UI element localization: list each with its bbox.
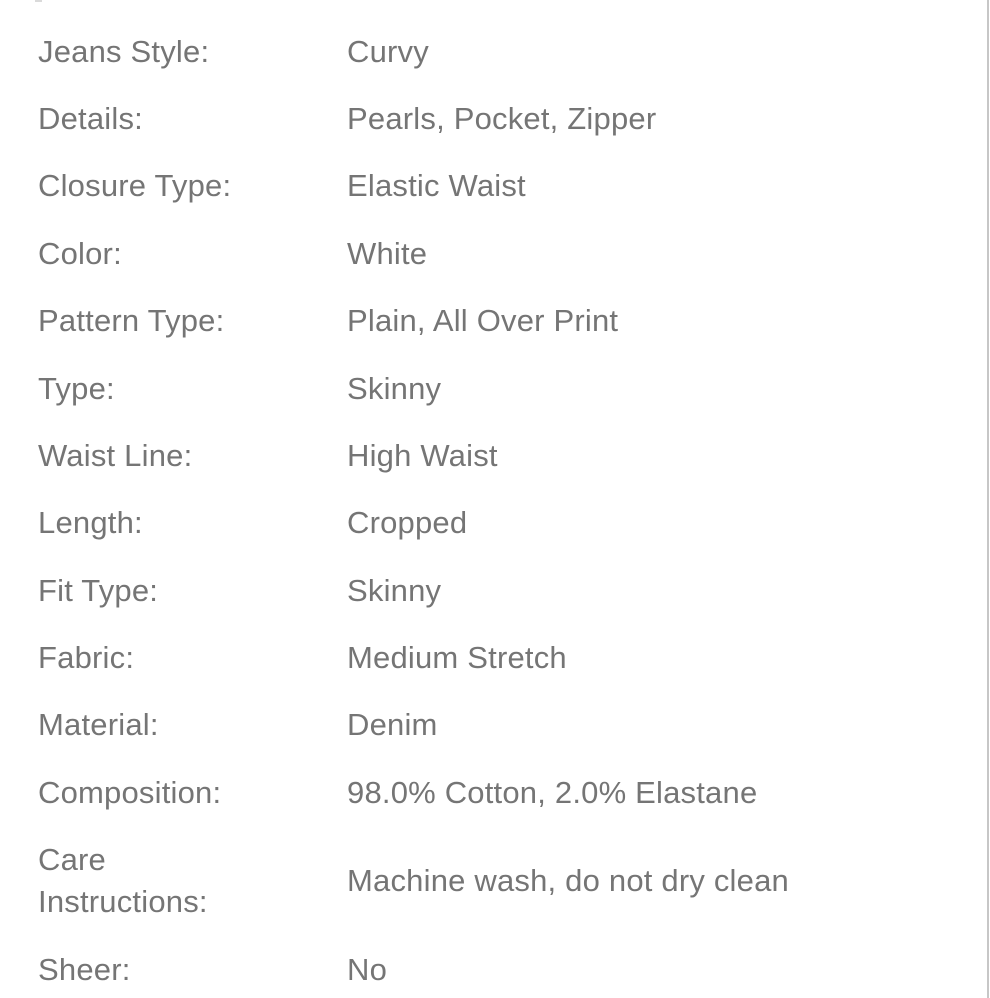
spec-label: Care Instructions: — [38, 842, 208, 920]
clipped-text-remnant — [35, 0, 42, 2]
spec-label: Color: — [38, 235, 122, 271]
spec-label: Fit Type: — [38, 572, 159, 608]
spec-row — [38, 355, 990, 422]
spec-label: Composition: — [38, 774, 222, 810]
spec-value: Pearls, Pocket, Zipper — [347, 101, 657, 137]
spec-row — [38, 624, 990, 691]
spec-row — [38, 759, 990, 826]
spec-row — [38, 153, 990, 220]
spec-value: Medium Stretch — [347, 640, 567, 676]
spec-value: Denim — [347, 707, 438, 743]
spec-label: Jeans Style: — [38, 33, 210, 69]
spec-value: Skinny — [347, 572, 442, 608]
content-right-border — [987, 0, 989, 998]
spec-value: Elastic Waist — [347, 168, 526, 204]
spec-value: White — [347, 235, 428, 271]
spec-row — [38, 557, 990, 624]
spec-label: Type: — [38, 370, 115, 406]
spec-row — [38, 18, 990, 85]
spec-label: Sheer: — [38, 951, 131, 987]
spec-value: Machine wash, do not dry clean — [347, 863, 789, 899]
spec-value: No — [347, 951, 388, 987]
spec-value: Curvy — [347, 33, 429, 69]
spec-label: Fabric: — [38, 640, 135, 676]
spec-label: Waist Line: — [38, 437, 193, 473]
spec-row — [38, 936, 990, 998]
spec-label: Closure Type: — [38, 168, 232, 204]
spec-label: Details: — [38, 101, 143, 137]
spec-label: Material: — [38, 707, 159, 743]
spec-label: Pattern Type: — [38, 303, 225, 339]
spec-value: 98.0% Cotton, 2.0% Elastane — [347, 774, 758, 810]
spec-row — [38, 422, 990, 489]
spec-row — [38, 288, 990, 355]
spec-row — [38, 692, 990, 759]
spec-row — [38, 827, 990, 936]
spec-row — [38, 220, 990, 287]
spec-value: Plain, All Over Print — [347, 303, 619, 339]
spec-value: Cropped — [347, 505, 468, 541]
spec-row — [38, 85, 990, 152]
spec-label: Length: — [38, 505, 143, 541]
spec-value: High Waist — [347, 437, 498, 473]
spec-row — [38, 490, 990, 557]
spec-value: Skinny — [347, 370, 442, 406]
